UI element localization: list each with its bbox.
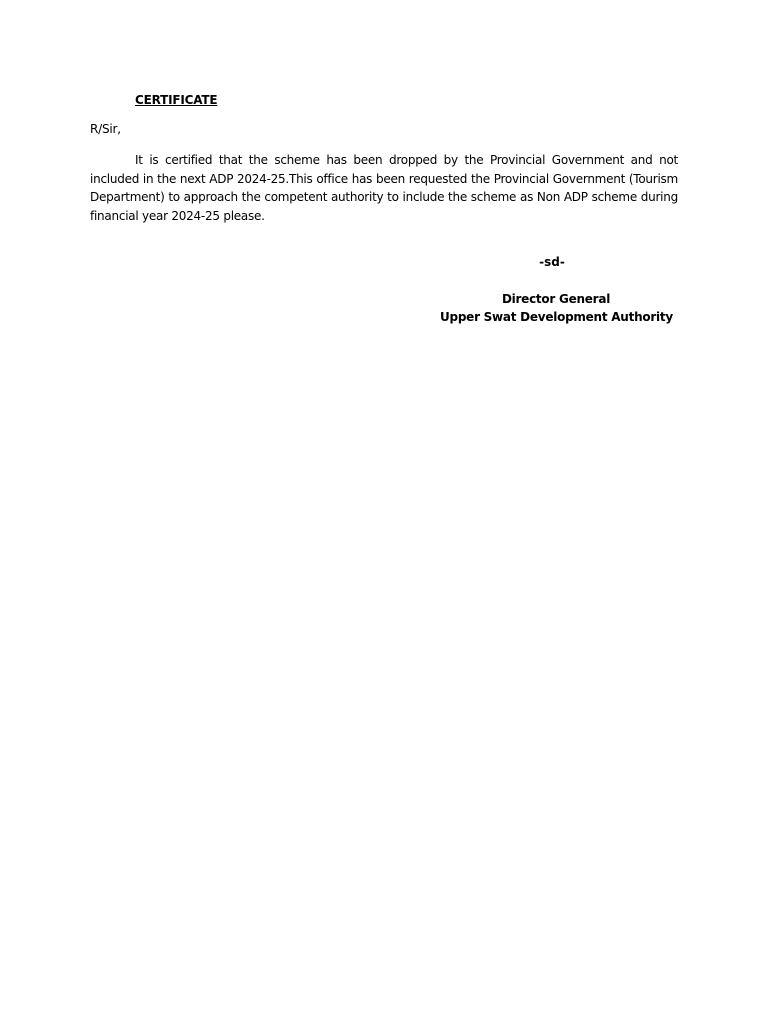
signatory-organization: Upper Swat Development Authority [440, 310, 673, 324]
certificate-title: CERTIFICATE [135, 93, 218, 107]
signatory-block [440, 290, 672, 326]
salutation: R/Sir, [90, 122, 121, 136]
signatory-title: Director General [501, 292, 611, 306]
certificate-body: It is certified that the scheme has been dropped by the Provincial Government and not included in the next ADP 2024-25.This office has been requested the Provincial Government (Tourism Department) to approach the competent authority to include the scheme as Non ADP scheme during financial year 2024-25 please. [90, 153, 678, 224]
signature-mark: -sd- [539, 255, 565, 269]
